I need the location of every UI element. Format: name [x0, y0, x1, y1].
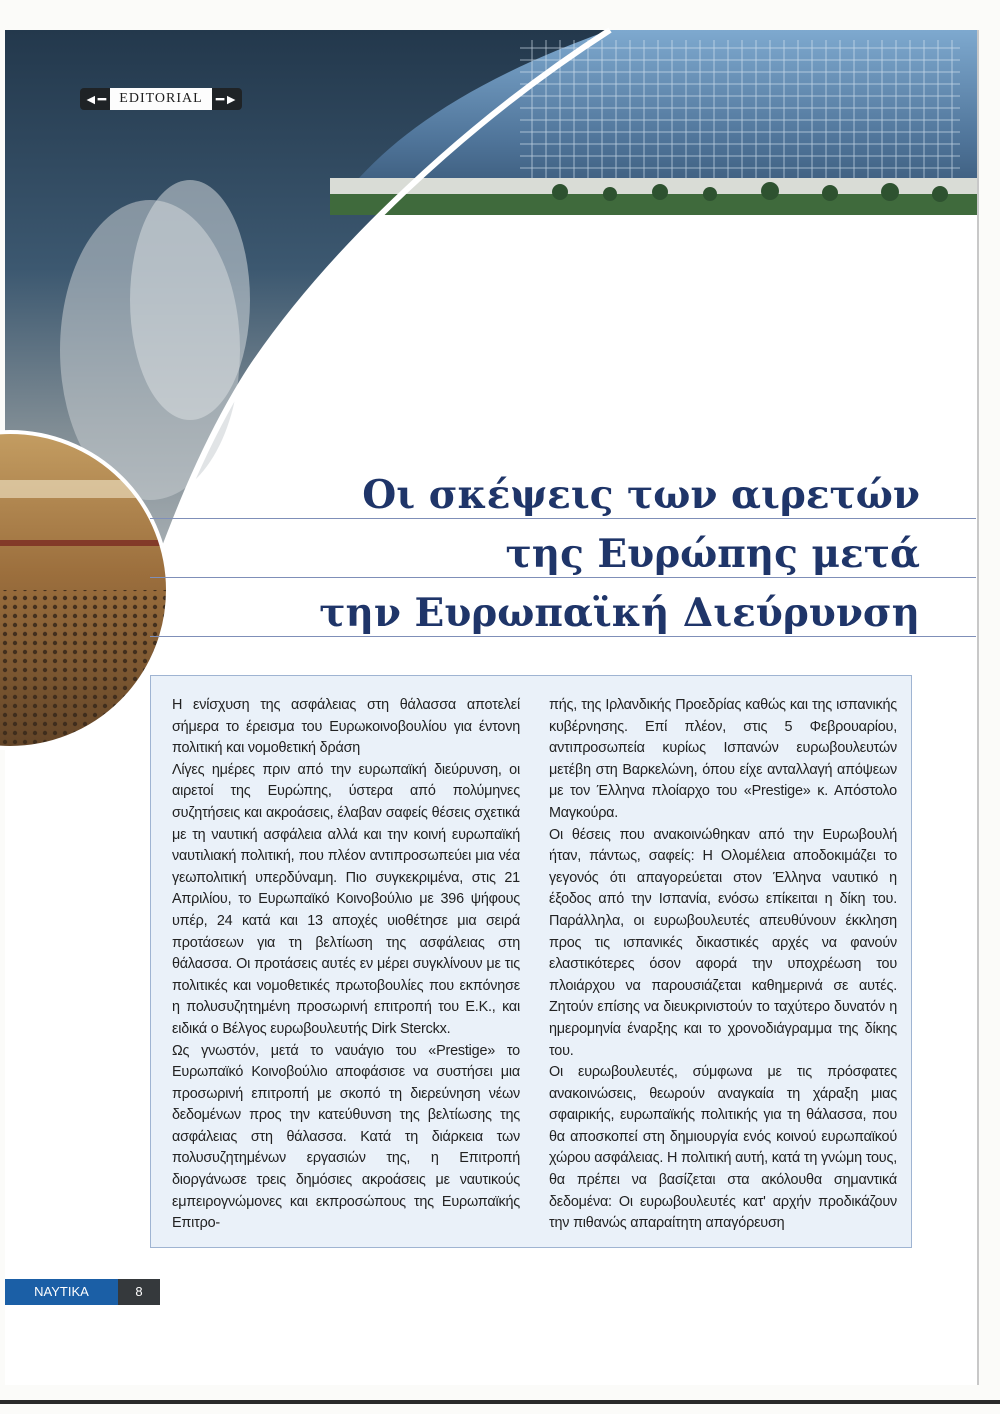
arrow-right-icon: ━►	[215, 91, 239, 107]
article-paragraph: Η ενίσχυση της ασφάλειας στη θάλασσα αποτελεί σήμερα το έρεισμα του Ευρωκοινοβουλίου για έντονη πολιτική και νομοθετική δράση	[172, 697, 520, 757]
article-headline	[160, 466, 920, 643]
article-paragraph: Οι ευρωβουλευτές, σύμφωνα με τις πρόσφατες ανακοινώσεις, θεωρούν αναγκαία τη χάραξη μιας σφαιρικής, ευρωπαϊκής πολιτικής για τη θάλασσα, που θα αποσκοπεί στη δημιουργία ενός κοινού ευρωπαϊκού χώρου ασφάλειας. Η πολιτική αυτή, κατά τη γνώμη τους, θα πρέπει να βασίζεται στα ακόλουθα σημαντικά δεδομένα: Οι ευρωβουλευτές κατ' αρχήν προδικάζουν την πιθανώς απαραίτητη απαγόρευση	[549, 1064, 897, 1232]
section-label: EDITORIAL	[110, 88, 212, 110]
article-paragraph: πής, της Ιρλανδικής Προεδρίας καθώς και της ισπανικής κυβέρνησης. Επί πλέον, στις 5 Φεβρουαρίου, αντιπροσωπεία κυρίως Ισπανών ευρωβουλευτών μετέβη στη Βαρκελώνη, όπου είχε ανταλλαγή απόψεων με τον Έλληνα πλοίαρχο του «Prestige» κ. Απόστολο Μαγκούρα.	[549, 697, 897, 821]
headline-line-3: την Ευρωπαϊκή Διεύρυνση	[319, 590, 920, 636]
article-paragraph: Οι θέσεις που ανακοινώθηκαν από την Ευρωβουλή ήταν, πάντως, σαφείς: Η Ολομέλεια αποδοκιμάζει το γεγονός ότι απαγορεύεται στον Έλληνα ναυτικό η έξοδος από την Ισπανία, ενόσω επίκειται η δίκη του. Παράλληλα, οι ευρωβουλευτές απευθύνουν έκκληση προς τις ισπανικές δικαστικές αρχές να φανούν ελαστικότερες όσον αφορά την υποχρέωση του πλοιάρχου να παρουσιάζεται καθημερινά σε αυτές. Ζητούν επίσης να διευκρινιστούν το ταχύτερο δυνατόν η ημερομηνία έναρξης και το χρονοδιάγραμμα της δίκης του.	[549, 826, 897, 1059]
bottom-rule	[0, 1400, 1000, 1404]
article-column-right	[549, 695, 897, 1235]
headline-line-2: της Ευρώπης μετά	[505, 531, 920, 577]
article-paragraph: Ως γνωστόν, μετά το ναυάγιο του «Prestige» το Ευρωπαϊκό Κοινοβούλιο αποφάσισε να συστήσει μια προσωρινή επιτροπή με σκοπό τη διερεύνηση νέων δεδομένων προς την κατεύθυνση της βελτίωσης της ασφάλειας στη θάλασσα. Κατά τη διάρκεια των πολυσυζητημένων εργασιών της, η Επιτροπή διοργάνωσε τρεις δημόσιες ακροάσεις με ναυτικούς εμπειρογνώμονες και εκπροσώπους της Ευρωπαϊκής Επιτρο-	[172, 1042, 520, 1232]
page-number: 8	[118, 1279, 160, 1305]
arrow-left-icon: ◄━	[83, 91, 107, 107]
headline-line-1: Οι σκέψεις των αιρετών	[362, 472, 920, 518]
magazine-name: ΝΑΥΤΙΚΑ ΧΡΟΝΙΚΑ	[5, 1279, 118, 1305]
editorial-section-tag	[80, 88, 242, 110]
article-column-left	[172, 695, 520, 1235]
article-paragraph: Λίγες ημέρες πριν από την ευρωπαϊκή διεύρυνση, οι αιρετοί της Ευρώπης, ύστερα από πολύμηνες συζητήσεις και ακροάσεις, έλαβαν σαφείς θέσεις σχετικά με τη ναυτική ασφάλεια αλλά και την κοινή ευρωπαϊκή ναυτιλιακή πολιτική, που πλέον αντιπροσωπεύει μια νέα γεωπολιτική υπερδύναμη. Πιο συγκεκριμένα, στις 21 Απριλίου, το Ευρωπαϊκό Κοινοβούλιο με 396 ψήφους υπέρ, 24 κατά και 13 αποχές υιοθέτησε μια σειρά προτάσεων για τη βελτίωση της ασφάλειας στη θάλασσα. Οι προτάσεις αυτές εν μέρει συγκλίνουν με τις πολιτικές και νομοθετικές πρωτοβουλίες που εκπόνησε η πολυσυζητημένη προσωρινή επιτροπή του Ε.Κ., και ειδικά ο Βέλγος ευρωβουλευτής Dirk Sterckx.	[172, 761, 520, 1037]
article-body-box	[150, 675, 912, 1248]
